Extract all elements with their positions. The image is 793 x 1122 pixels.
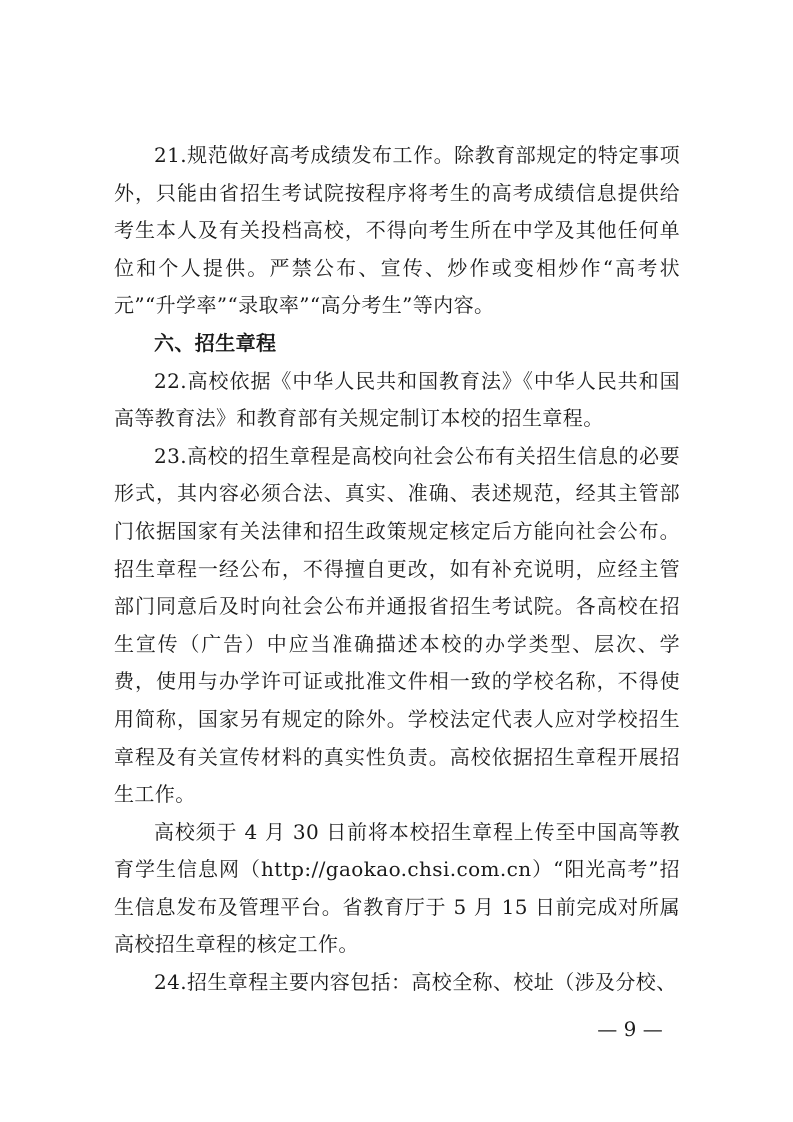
paragraph-24: 24.招生章程主要内容包括：高校全称、校址（涉及分校、 bbox=[154, 970, 677, 995]
page-number: — 9 — bbox=[597, 1017, 663, 1041]
document-body bbox=[114, 137, 680, 1002]
paragraph-22: 22.高校依据《中华人民共和国教育法》《中华人民共和国高等教育法》和教育部有关规定制订本校的招生章程。 bbox=[114, 368, 680, 431]
section-heading-admission-charter: 六、招生章程 bbox=[154, 330, 277, 355]
paragraph-21: 21.规范做好高考成绩发布工作。除教育部规定的特定事项外，只能由省招生考试院按程序将考生的高考成绩信息提供给考生本人及有关投档高校，不得向考生所在中学及其他任何单位和个人提供。严禁公布、宣传、炒作或变相炒作“高考状元”“升学率”“录取率”“高分考生”等内容。 bbox=[114, 143, 680, 318]
paragraph-23: 23.高校的招生章程是高校向社会公布有关招生信息的必要形式，其内容必须合法、真实、准确、表述规范，经其主管部门依据国家有关法律和招生政策规定核定后方能向社会公布。招生章程一经公布，不得擅自更改，如有补充说明，应经主管部门同意后及时向社会公布并通报省招生考试院。各高校在招生宣传（广告）中应当准确描述本校的办学类型、层次、学费，使用与办学许可证或批准文件相一致的学校名称，不得使用简称，国家另有规定的除外。学校法定代表人应对学校招生章程及有关宣传材料的真实性负责。高校依据招生章程开展招生工作。 bbox=[114, 443, 680, 807]
paragraph-upload-deadline: 高校须于 4 月 30 日前将本校招生章程上传至中国高等教育学生信息网（http://gaokao.chsi.com.cn）“阳光高考”招生信息发布及管理平台。省教育厅于 5 月 15 日前完成对所属高校招生章程的核定工作。 bbox=[114, 819, 680, 957]
